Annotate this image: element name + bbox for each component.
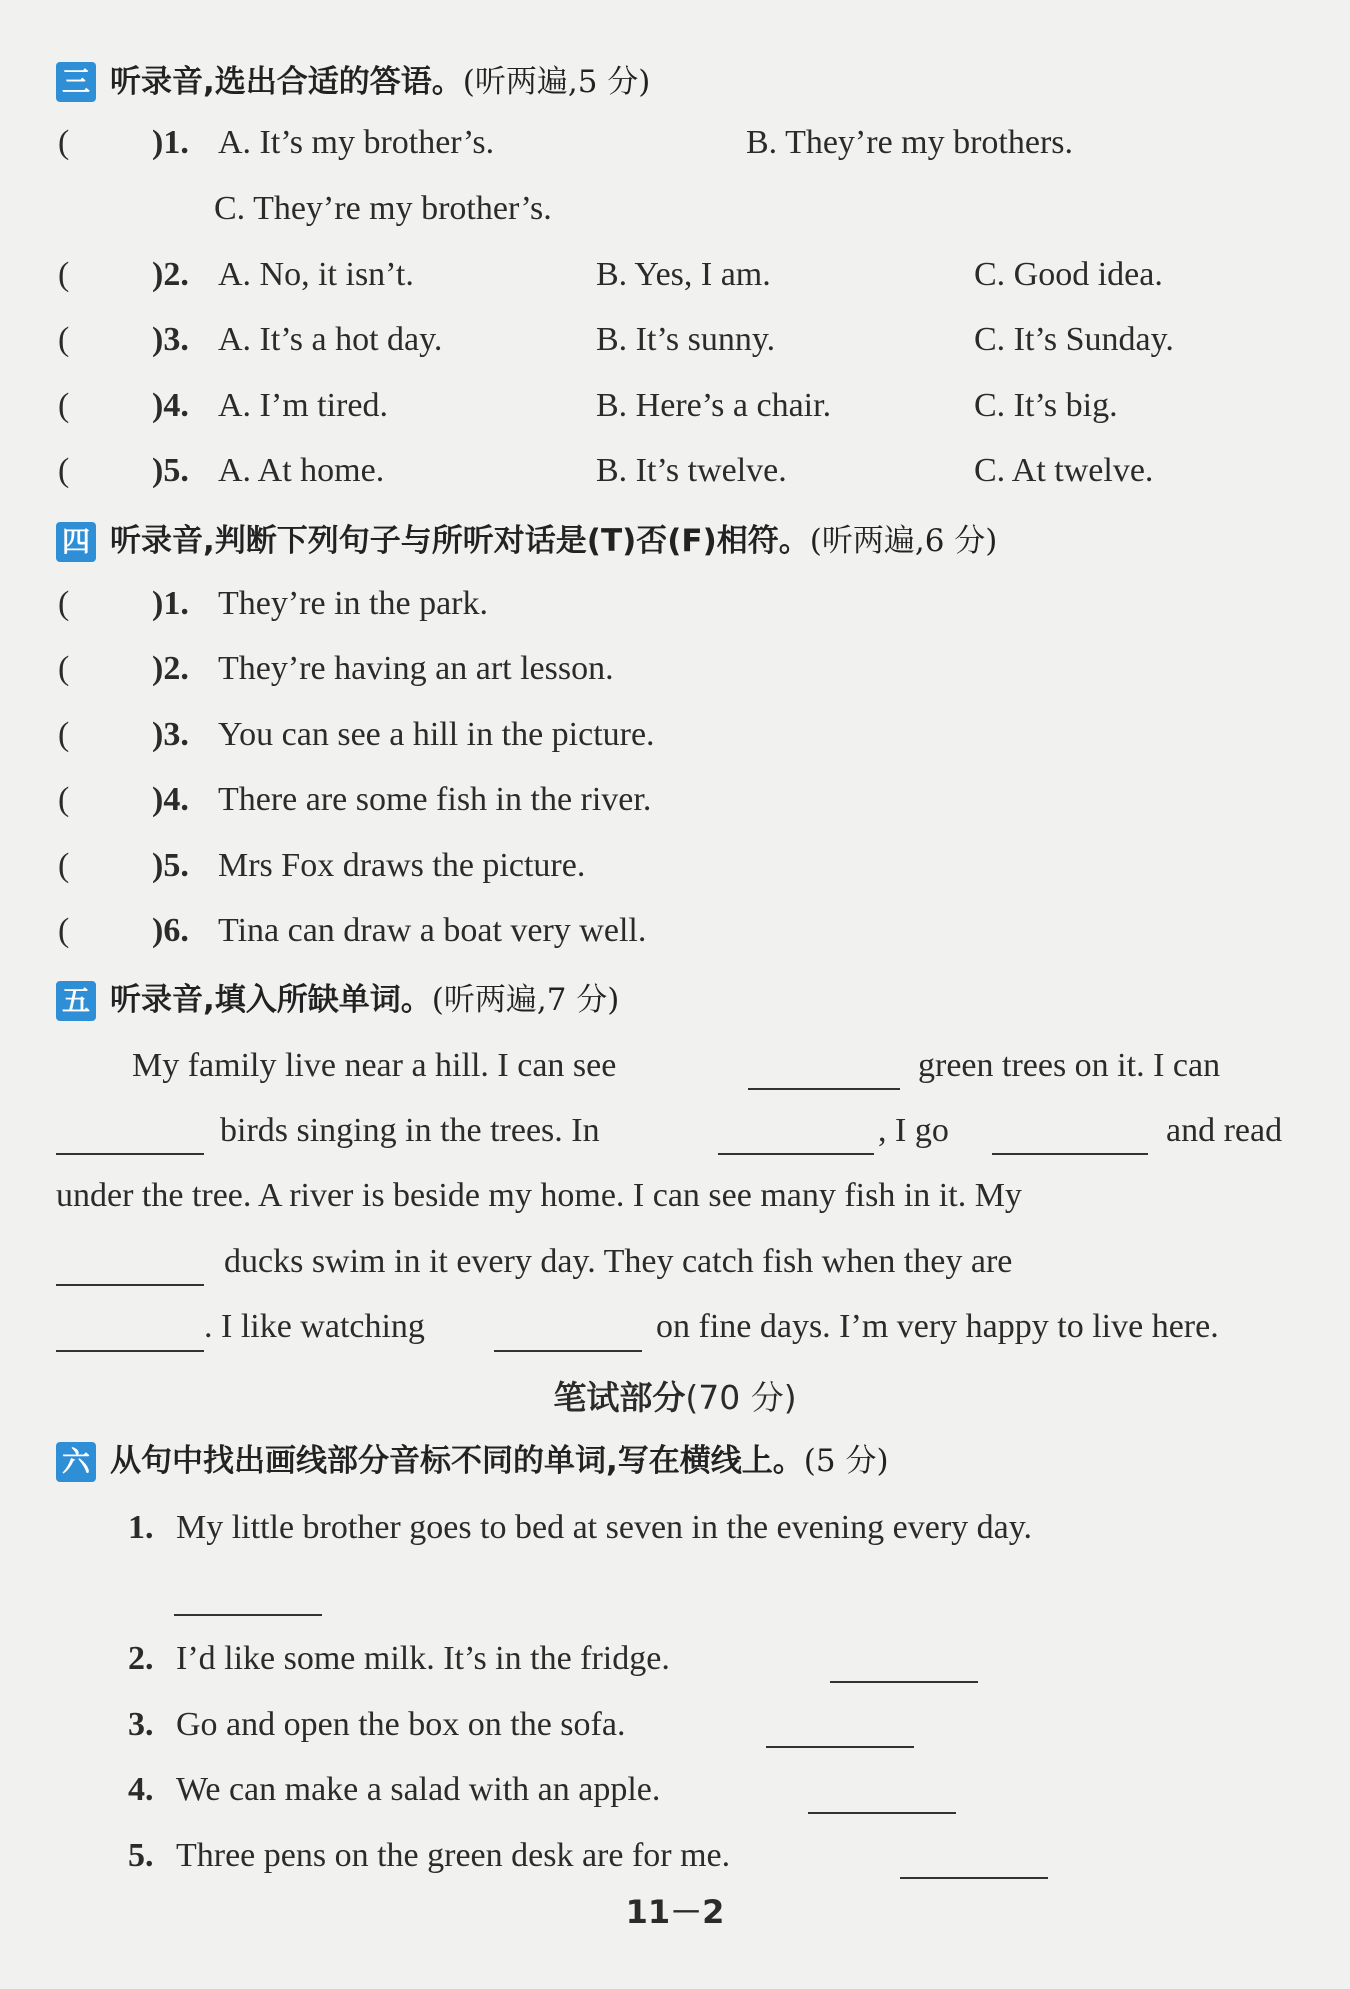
answer-paren[interactable]: ( [58,321,70,358]
passage-line-4: ducks swim in it every day. They catch fish when they are [224,1243,1013,1280]
question-3-text: Go and open the box on the sofa. [176,1706,626,1743]
option-a: A. It’s a hot day. [218,321,443,358]
option-a: A. I’m tired. [218,387,388,424]
answer-paren[interactable]: ( [58,387,70,424]
section-5-heading [110,978,619,1022]
written-part-title [0,1372,1350,1419]
statement: They’re having an art lesson. [218,650,614,687]
option-c: C. At twelve. [974,452,1154,489]
statement: They’re in the park. [218,585,488,622]
answer-blank-2[interactable] [830,1681,978,1683]
option-b: B. Yes, I am. [596,256,771,293]
passage-line-5a: . I like watching [204,1308,425,1345]
statement: There are some fish in the river. [218,781,652,818]
section-4-title: 听录音,判断下列句子与所听对话是(T)否(F)相符。 [110,523,810,559]
option-b: B. Here’s a chair. [596,387,832,424]
q-number: )1. [152,585,189,622]
answer-blank-1[interactable] [174,1614,322,1616]
section-3-title: 听录音,选出合适的答语。 [110,64,463,100]
q-number: )2. [152,650,189,687]
q-number: )3. [152,321,189,358]
section-5-note: (听两遍,7 分) [431,982,620,1018]
answer-paren[interactable]: ( [58,716,70,753]
fill-blank-7[interactable] [494,1350,642,1352]
answer-blank-5[interactable] [900,1877,1048,1879]
option-b: B. They’re my brothers. [746,124,1074,161]
q-number: 2. [128,1640,154,1677]
option-b: B. It’s sunny. [596,321,776,358]
section-4-note: (听两遍,6 分) [809,523,998,559]
q-number: 5. [128,1837,154,1874]
fill-blank-2[interactable] [56,1153,204,1155]
answer-paren[interactable]: ( [58,912,70,949]
q-number: )2. [152,256,189,293]
q-number: 1. [128,1509,154,1546]
written-title: 笔试部分 [553,1378,686,1417]
section-badge-3: 三 [56,62,96,102]
passage-line-2c: and read [1166,1112,1283,1149]
passage-line-2b: , I go [878,1112,949,1149]
question-5-text: Three pens on the green desk are for me. [176,1837,731,1874]
option-b: B. It’s twelve. [596,452,787,489]
answer-paren[interactable]: ( [58,452,70,489]
statement: Mrs Fox draws the picture. [218,847,586,884]
option-a: A. At home. [218,452,385,489]
option-c: C. They’re my brother’s. [214,190,552,227]
question-4-text: We can make a salad with an apple. [176,1771,661,1808]
answer-paren[interactable]: ( [58,256,70,293]
answer-blank-3[interactable] [766,1746,914,1748]
option-c: C. It’s big. [974,387,1118,424]
fill-blank-4[interactable] [992,1153,1148,1155]
passage-line-1b: green trees on it. I can [918,1047,1221,1084]
option-a: A. It’s my brother’s. [218,124,495,161]
section-badge-6: 六 [56,1442,96,1482]
answer-paren[interactable]: ( [58,847,70,884]
q-number: )1. [152,124,189,161]
q-number: )5. [152,847,189,884]
answer-paren[interactable]: ( [58,650,70,687]
statement: Tina can draw a boat very well. [218,912,647,949]
question-1-text: My little brother goes to bed at seven in the evening every day. [176,1509,1033,1546]
q-number: )4. [152,781,189,818]
statement: You can see a hill in the picture. [218,716,655,753]
q-number: )4. [152,387,189,424]
section-3-heading [110,60,650,104]
passage-line-5b: on fine days. I’m very happy to live here. [656,1308,1219,1345]
option-c: C. It’s Sunday. [974,321,1174,358]
q-number: )6. [152,912,189,949]
question-2-text: I’d like some milk. It’s in the fridge. [176,1640,670,1677]
answer-paren[interactable]: ( [58,585,70,622]
option-c: C. Good idea. [974,256,1163,293]
page-number: 11－2 [625,1893,725,1931]
section-badge-5: 五 [56,981,96,1021]
section-6-title: 从句中找出画线部分音标不同的单词,写在横线上。 [110,1443,804,1479]
section-6-note: (5 分) [803,1443,889,1479]
q-number: 3. [128,1706,154,1743]
written-note: (70 分) [685,1378,797,1417]
fill-blank-6[interactable] [56,1350,204,1352]
passage-line-3: under the tree. A river is beside my home. I can see many fish in it. My [56,1177,1022,1214]
q-number: )3. [152,716,189,753]
section-badge-4: 四 [56,522,96,562]
section-5-title: 听录音,填入所缺单词。 [110,982,432,1018]
section-6-heading [110,1439,889,1483]
q-number: )5. [152,452,189,489]
section-3-note: (听两遍,5 分) [462,64,651,100]
answer-blank-4[interactable] [808,1812,956,1814]
option-a: A. No, it isn’t. [218,256,414,293]
fill-blank-5[interactable] [56,1284,204,1286]
section-4-heading [110,519,997,563]
fill-blank-3[interactable] [718,1153,874,1155]
passage-line-2a: birds singing in the trees. In [220,1112,600,1149]
answer-paren[interactable]: ( [58,124,70,161]
passage-line-1a: My family live near a hill. I can see [132,1047,617,1084]
q-number: 4. [128,1771,154,1808]
fill-blank-1[interactable] [748,1088,900,1090]
answer-paren[interactable]: ( [58,781,70,818]
